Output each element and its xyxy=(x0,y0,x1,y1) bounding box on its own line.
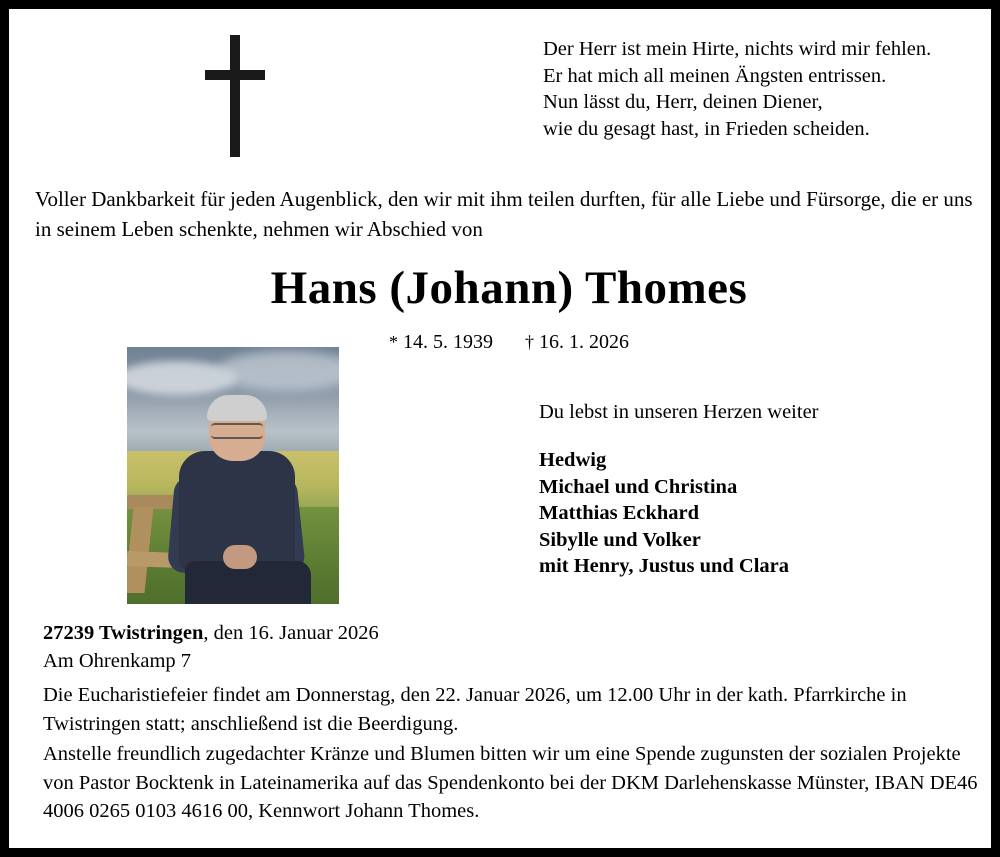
memory-line: Du lebst in unseren Herzen weiter xyxy=(539,401,819,423)
address-city: 27239 Twistringen xyxy=(43,622,204,644)
address-date: , den 16. Januar 2026 xyxy=(203,622,379,644)
intro-paragraph: Voller Dankbarkeit für jeden Augenblick, den wir mit ihm teilen durften, für alle Liebe und Fürsorge, die er uns in seinem Leben schenkte, nehmen wir Abschied von xyxy=(35,187,973,241)
verse-block xyxy=(543,36,931,142)
family-member-3: Matthias Eckhard xyxy=(539,502,700,524)
photo-person-hair xyxy=(207,395,267,421)
deceased-name: Hans (Johann) Thomes xyxy=(270,262,748,314)
verse-line-1: Der Herr ist mein Hirte, nichts wird mir fehlen. xyxy=(543,38,932,60)
verse-line-2: Er hat mich all meinen Ängsten entrissen. xyxy=(543,64,887,87)
address-city-line xyxy=(43,619,379,647)
cross-vertical-bar xyxy=(230,35,240,157)
birth-date: 14. 5. 1939 xyxy=(403,331,493,353)
donation-paragraph: Anstelle freundlich zugedachter Kränze und Blumen bitten wir um eine Spende zugunsten der sozialen Projekte von Pastor Bocktenk in Lateinamerika auf das Spendenkonto bei der DKM Darlehenskasse Münster, IBAN DE46 4006 0265 0103 4616 00, Kennwort Johann Thomes. xyxy=(43,743,978,822)
photo-person-glasses xyxy=(211,423,263,439)
birth-symbol: * xyxy=(389,332,398,352)
service-paragraph: Die Eucharistiefeier findet am Donnerstag, den 22. Januar 2026, um 12.00 Uhr in der kath. Pfarrkirche in Twistringen statt; anschließend ist die Beerdigung. xyxy=(43,684,907,735)
cross-horizontal-bar xyxy=(205,70,265,80)
closing-block xyxy=(43,681,983,826)
family-member-5: mit Henry, Justus und Clara xyxy=(539,555,790,577)
notice-inner xyxy=(9,9,991,848)
family-list xyxy=(539,447,789,580)
header-area xyxy=(35,9,965,167)
verse-line-3: Nun lässt du, Herr, deinen Diener, xyxy=(543,91,823,113)
verse-line-4: wie du gesagt hast, in Frieden scheiden. xyxy=(543,117,870,140)
family-member-2: Michael und Christina xyxy=(539,475,738,498)
address-block xyxy=(43,619,379,675)
photo-person-hands xyxy=(223,545,257,569)
cross-icon xyxy=(205,35,265,157)
family-member-4: Sibylle und Volker xyxy=(539,528,701,551)
family-member-1: Hedwig xyxy=(539,449,607,471)
death-date: 16. 1. 2026 xyxy=(539,331,629,353)
address-street: Am Ohrenkamp 7 xyxy=(43,650,192,672)
death-symbol: † xyxy=(525,332,534,352)
portrait-photo xyxy=(127,347,339,604)
